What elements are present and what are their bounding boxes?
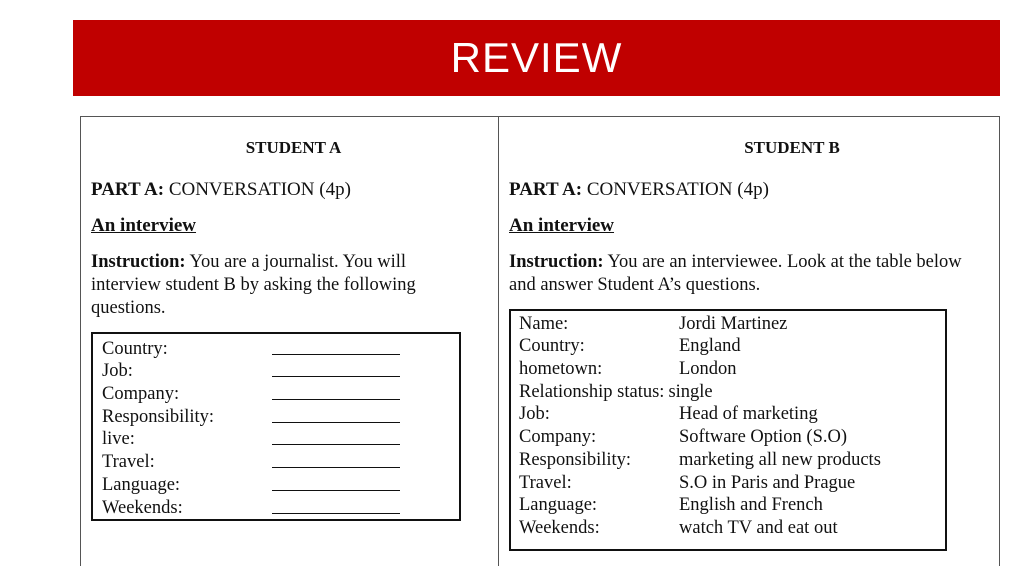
part-prefix: PART A:: [509, 179, 583, 200]
student-a-instruction: [91, 251, 461, 320]
student-b-heading: STUDENT B: [744, 138, 840, 157]
profile-value: Jordi Martinez: [679, 313, 788, 334]
question-row: [102, 337, 459, 360]
profile-value: England: [679, 336, 741, 357]
profile-label: Relationship status:: [519, 381, 665, 402]
profile-row: [519, 312, 945, 335]
profile-label: Name:: [519, 313, 569, 334]
profile-label: Weekends:: [519, 517, 600, 538]
profile-label: Country:: [519, 336, 585, 357]
student-b-column: [499, 117, 999, 566]
profile-label: Language:: [519, 495, 598, 516]
profile-value: marketing all new products: [679, 449, 881, 470]
profile-row: [519, 335, 945, 358]
student-a-column: [81, 117, 499, 566]
worksheet-table: [80, 116, 1000, 566]
profile-value: London: [679, 359, 737, 380]
question-row: [102, 473, 459, 496]
part-text: CONVERSATION (4p): [164, 179, 351, 200]
question-row: [102, 496, 459, 519]
instruction-label: Instruction:: [91, 252, 186, 272]
profile-value: English and French: [679, 495, 823, 516]
answer-blank[interactable]: [272, 363, 400, 377]
review-banner: [73, 20, 1000, 96]
profile-row: [519, 403, 945, 426]
banner-title: REVIEW: [450, 34, 623, 81]
question-label: Job:: [102, 361, 133, 382]
question-label: Company:: [102, 384, 180, 405]
student-a-question-box: [91, 332, 461, 521]
question-row: [102, 428, 459, 451]
student-b-interview-title: An interview: [509, 215, 615, 236]
answer-blank[interactable]: [272, 341, 400, 355]
profile-row: [519, 516, 945, 539]
answer-blank[interactable]: [272, 500, 400, 514]
question-label: Responsibility:: [102, 406, 215, 427]
profile-value: single: [668, 381, 713, 402]
student-b-instruction: [509, 251, 979, 297]
student-a-part: [91, 179, 351, 201]
profile-row: [519, 471, 945, 494]
answer-blank[interactable]: [272, 409, 400, 423]
profile-label: Responsibility:: [519, 449, 632, 470]
profile-label: Job:: [519, 404, 550, 425]
answer-blank[interactable]: [272, 431, 400, 445]
profile-row: [519, 494, 945, 517]
profile-row: [519, 448, 945, 471]
answer-blank[interactable]: [272, 454, 400, 468]
instruction-label: Instruction:: [509, 252, 604, 272]
student-b-part: [509, 179, 769, 201]
student-a-interview-title: An interview: [91, 215, 197, 236]
profile-row: [519, 357, 945, 380]
answer-blank[interactable]: [272, 386, 400, 400]
profile-label: hometown:: [519, 359, 603, 380]
profile-value: S.O in Paris and Prague: [679, 472, 856, 493]
profile-value: Software Option (S.O): [679, 427, 848, 448]
student-a-heading: STUDENT A: [245, 138, 342, 157]
student-b-profile-box: [509, 309, 947, 551]
question-label: Country:: [102, 338, 168, 359]
question-row: [102, 450, 459, 473]
part-prefix: PART A:: [91, 179, 165, 200]
answer-blank[interactable]: [272, 477, 400, 491]
question-row: [102, 382, 459, 405]
question-label: live:: [102, 429, 135, 450]
profile-row: [519, 425, 945, 448]
question-label: Travel:: [102, 452, 155, 473]
instruction-text: You are an interviewee. Look at the table below and answer Student A’s questions.: [509, 252, 962, 295]
profile-value: watch TV and eat out: [679, 517, 838, 538]
question-label: Weekends:: [102, 497, 183, 518]
profile-row: [519, 380, 945, 403]
profile-label: Company:: [519, 427, 597, 448]
question-row: [102, 405, 459, 428]
question-row: [102, 360, 459, 383]
profile-value: Head of marketing: [679, 404, 818, 425]
profile-label: Travel:: [519, 472, 572, 493]
question-label: Language:: [102, 474, 181, 495]
instruction-text: You are a journalist. You will interview student B by asking the following questions.: [91, 252, 416, 318]
part-text: CONVERSATION (4p): [582, 179, 769, 200]
